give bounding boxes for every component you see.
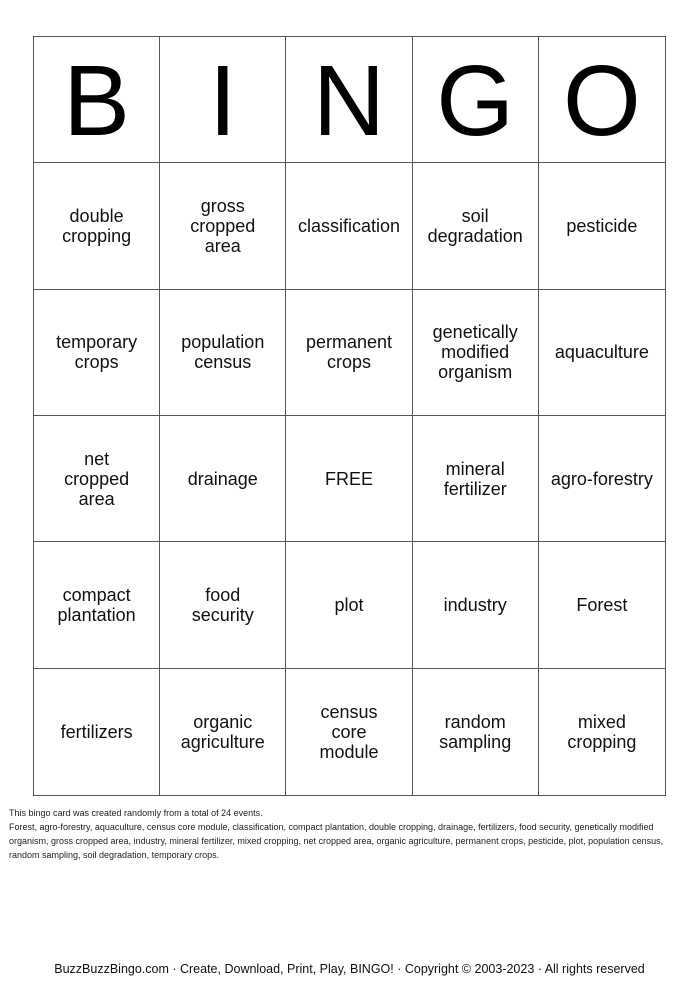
cell-text: agriculture	[180, 731, 265, 752]
cell-text: degradation	[427, 225, 523, 246]
cell-text: mineral	[445, 458, 505, 479]
cell-text: gross	[200, 195, 245, 216]
event-list-text: Forest, agro-forestry, aquaculture, census core module, classification, compact plantation, double cropping, drainage, fertilizers, food security, genetically modified organism, gross cropped area, industry, mineral fertilizer, mixed cropping, net cropped area, organic agriculture, permanent crops, pesticide, plot, population census, random sampling, soil degradation, temporary crops.	[9, 822, 664, 860]
cell-text: cropping	[62, 225, 132, 246]
cell-text: net	[84, 448, 110, 469]
cell-text: census	[194, 352, 252, 373]
cell-text: census	[320, 701, 378, 722]
header-letter-g: G	[413, 37, 539, 163]
footer-text: BuzzBuzzBingo.com · Create, Download, Print, Play, BINGO! · Copyright © 2003-2023 · All rights reserved	[54, 962, 645, 976]
bingo-cell	[413, 669, 539, 795]
cell-text: food	[205, 584, 241, 605]
header-letter-b: B	[34, 37, 160, 163]
bingo-cell	[160, 669, 286, 795]
bingo-cell	[160, 416, 286, 542]
cell-text: core	[331, 721, 367, 742]
header-letter-n: N	[286, 37, 412, 163]
bingo-cell	[413, 416, 539, 542]
cell-text: aquaculture	[554, 342, 649, 363]
cell-text: soil	[461, 205, 489, 226]
bingo-cell	[34, 542, 160, 668]
cell-text: double	[69, 205, 124, 226]
cell-text: population	[181, 332, 265, 353]
bingo-cell	[286, 290, 412, 416]
bingo-cell	[286, 542, 412, 668]
cell-text: fertilizer	[443, 478, 507, 499]
bingo-cell	[160, 163, 286, 289]
bingo-cell	[160, 290, 286, 416]
free-space-label: FREE	[324, 468, 373, 489]
bingo-cell	[34, 290, 160, 416]
cell-text: area	[204, 235, 241, 256]
bingo-cell	[539, 542, 665, 668]
cell-text: organism	[438, 362, 513, 383]
cell-text: plot	[334, 594, 364, 615]
card-info	[9, 806, 689, 862]
bingo-cell	[539, 669, 665, 795]
cell-text: compact	[62, 584, 131, 605]
summary-text: This bingo card was created randomly from a total of 24 events.	[9, 808, 263, 818]
cell-text: genetically	[432, 322, 518, 343]
cell-text: organic	[193, 711, 253, 732]
cell-text: pesticide	[566, 215, 638, 236]
cell-text: fertilizers	[60, 721, 133, 742]
bingo-cell	[286, 163, 412, 289]
cell-text: permanent	[305, 332, 393, 353]
header-letter-i: I	[160, 37, 286, 163]
cell-text: mixed	[577, 711, 626, 732]
free-space-cell	[286, 416, 412, 542]
cell-text: industry	[443, 594, 507, 615]
header-letter-o: O	[539, 37, 665, 163]
cell-text: security	[191, 604, 254, 625]
bingo-cell	[413, 290, 539, 416]
cell-text: random	[444, 711, 506, 732]
bingo-cell	[413, 163, 539, 289]
bingo-cell	[413, 542, 539, 668]
cell-text: plantation	[57, 604, 136, 625]
cell-text: temporary	[56, 332, 138, 353]
bingo-cell	[34, 416, 160, 542]
cell-text: drainage	[187, 468, 258, 489]
bingo-cell	[160, 542, 286, 668]
bingo-cell	[34, 163, 160, 289]
cell-text: cropped	[190, 215, 256, 236]
bingo-cell	[539, 290, 665, 416]
cell-text: agro-forestry	[550, 468, 653, 489]
bingo-cell	[286, 669, 412, 795]
bingo-card	[33, 36, 666, 796]
cell-text: cropping	[567, 731, 637, 752]
cell-text: area	[78, 488, 115, 509]
cell-text: crops	[326, 352, 371, 373]
bingo-cell	[539, 416, 665, 542]
bingo-cell	[539, 163, 665, 289]
bingo-cell	[34, 669, 160, 795]
cell-text: classification	[297, 215, 401, 236]
cell-text: modified	[441, 342, 510, 363]
cell-text: crops	[74, 352, 119, 373]
cell-text: Forest	[576, 594, 628, 615]
cell-text: cropped	[64, 468, 130, 489]
cell-text: module	[319, 741, 379, 762]
cell-text: sampling	[439, 731, 512, 752]
